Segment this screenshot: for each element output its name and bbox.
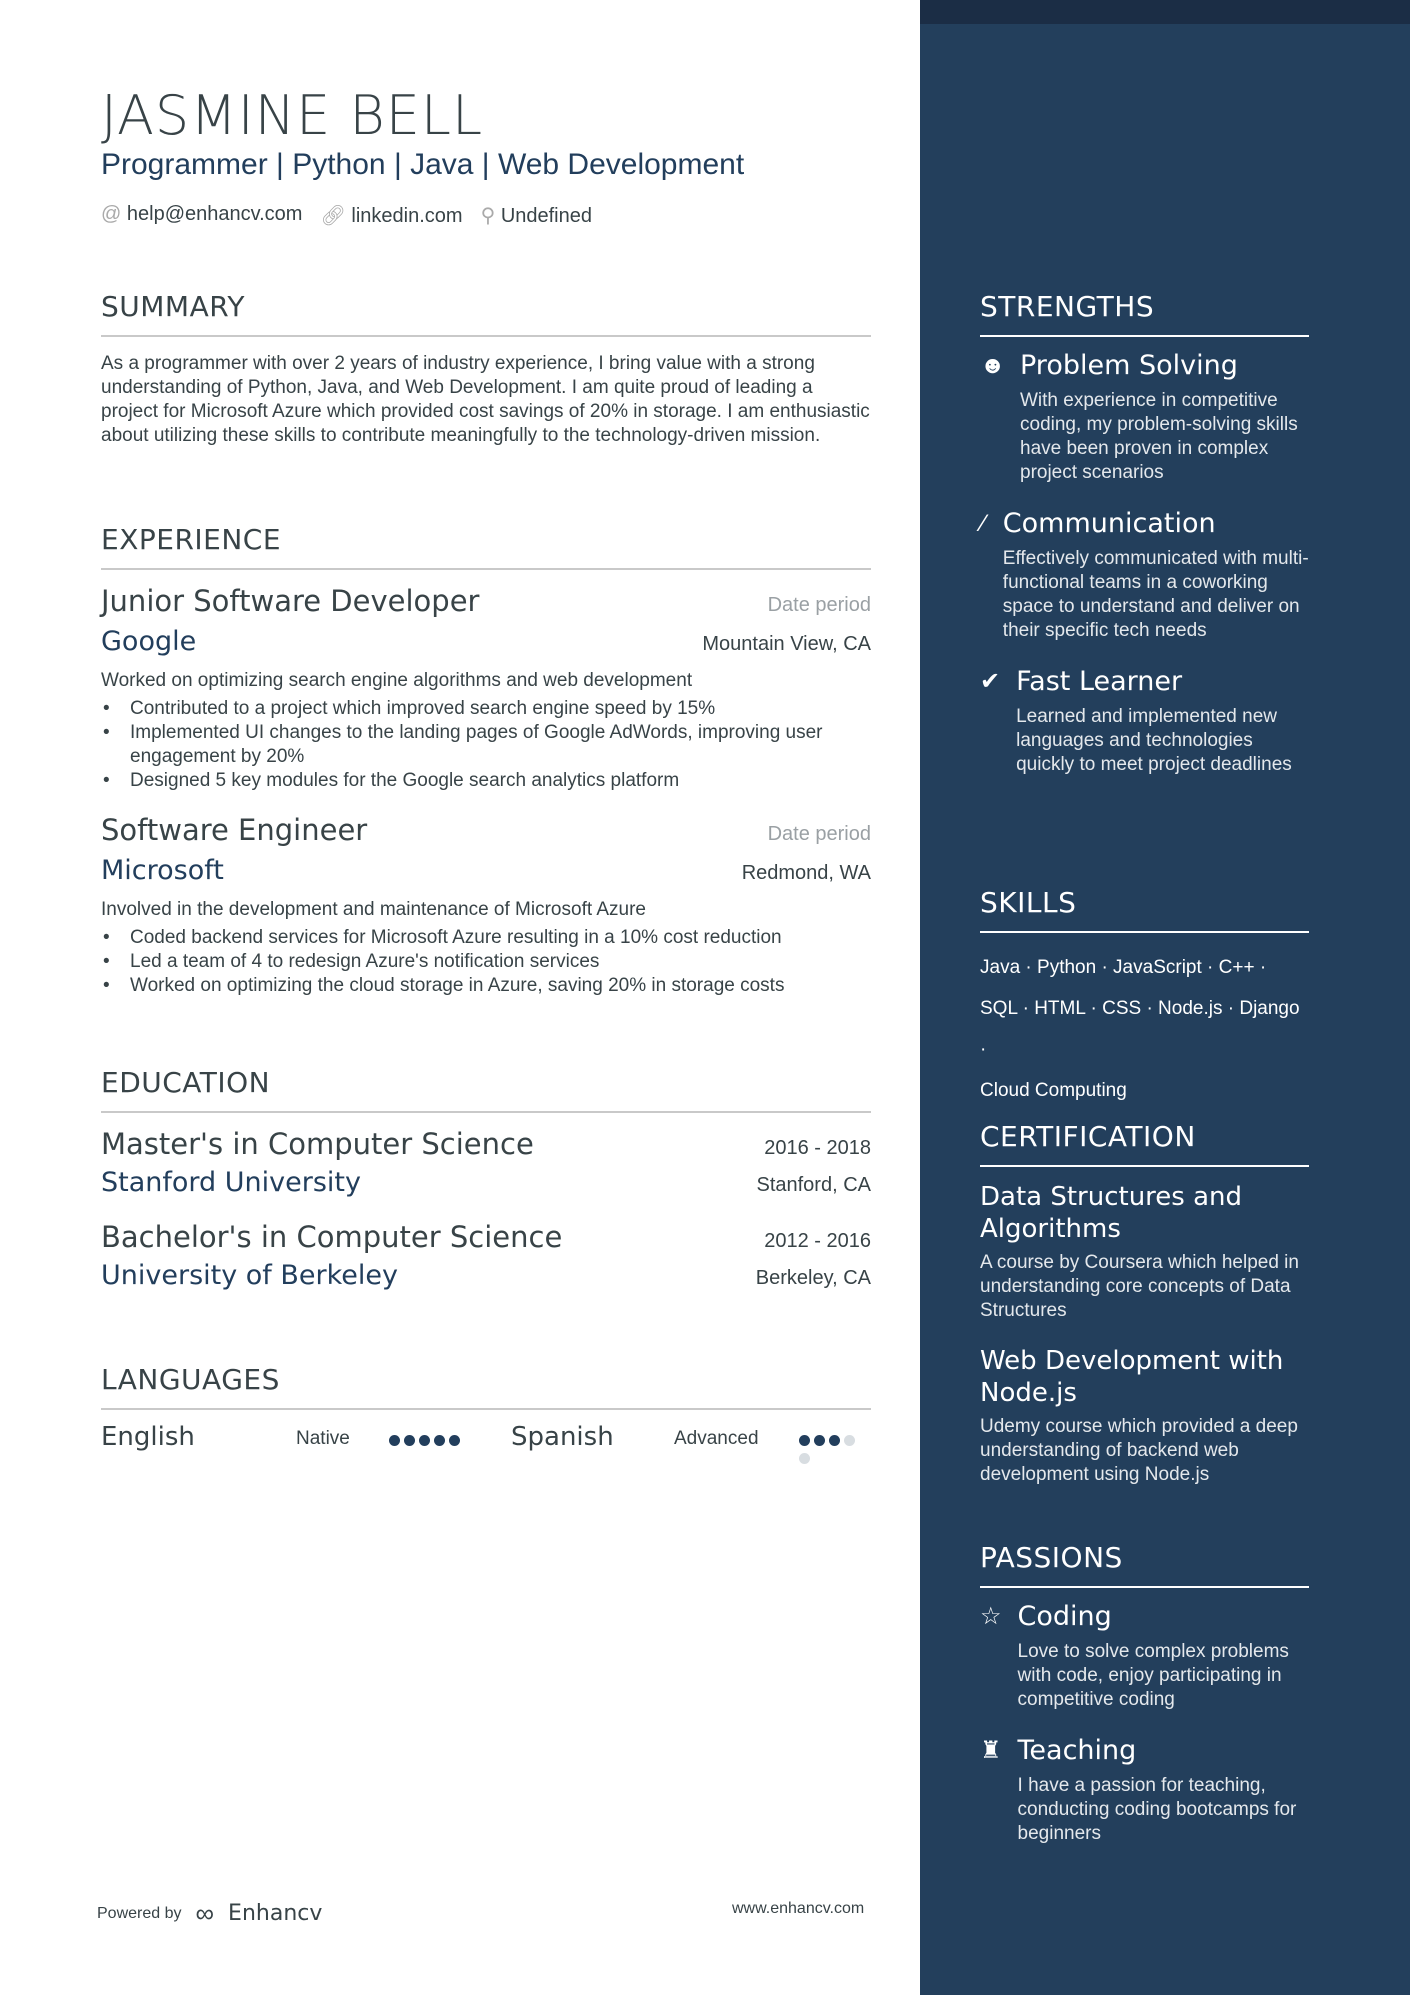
skills-line: Java · Python · JavaScript · C++ · xyxy=(980,957,1267,978)
at-icon: @ xyxy=(101,203,122,225)
strengths-section xyxy=(980,290,1309,777)
language-level: Advanced xyxy=(674,1428,759,1449)
passion-title: Teaching xyxy=(1017,1735,1137,1766)
edu-date: 2016 - 2018 xyxy=(764,1137,871,1159)
passion-text: Love to solve complex problems with code, enjoy participating in competitive coding xyxy=(1017,1641,1289,1710)
school: University of Berkeley xyxy=(101,1260,398,1291)
cert-title: Web Development with Node.js xyxy=(980,1346,1284,1408)
powered-by: Powered by xyxy=(97,1904,182,1922)
strength-text: With experience in competitive coding, my problem-solving skills have been proven in complex project scenarios xyxy=(1020,390,1298,483)
contact-row xyxy=(101,203,871,228)
star-icon: ☆ xyxy=(980,1603,1002,1630)
strength-text: Learned and implemented new languages and technologies quickly to meet project deadlines xyxy=(1016,706,1292,775)
bullet: • Led a team of 4 to redesign Azure's notification services xyxy=(101,950,871,974)
language-name: English xyxy=(101,1422,195,1452)
certification-section xyxy=(980,1120,1309,1487)
section-heading: EDUCATION xyxy=(101,1066,871,1113)
education-section xyxy=(101,1066,871,1291)
bullet: • Implemented UI changes to the landing pages of Google AdWords, improving user engagement by 20% xyxy=(101,721,871,769)
job-title: Software Engineer xyxy=(101,813,368,847)
brand-name: Enhancv xyxy=(228,1901,323,1926)
language-name: Spanish xyxy=(511,1422,614,1452)
school: Stanford University xyxy=(101,1167,361,1198)
edu-date: 2012 - 2016 xyxy=(764,1230,871,1252)
bullet: • Coded backend services for Microsoft Azure resulting in a 10% cost reduction xyxy=(101,926,871,950)
section-heading: SKILLS xyxy=(980,886,1309,933)
footer-brand xyxy=(97,1898,322,1929)
strength-title: Communication xyxy=(1002,508,1216,539)
sidebar-top-bar xyxy=(920,0,1410,24)
job-description: Worked on optimizing search engine algorithms and web development xyxy=(101,670,693,691)
strength-item xyxy=(980,507,1309,643)
experience-entry xyxy=(101,584,871,793)
bullet: • Worked on optimizing the cloud storage in Azure, saving 20% in storage costs xyxy=(101,974,871,998)
linkedin[interactable]: 🔗︎ linkedin.com xyxy=(320,205,463,227)
language-rating xyxy=(389,1433,464,1451)
experience-section xyxy=(101,523,871,998)
strength-text: Effectively communicated with multi-functional teams in a coworking space to understand and deliver on their specific tech needs xyxy=(1002,548,1309,641)
summary-text: As a programmer with over 2 years of industry experience, I bring value with a strong understanding of Python, Java, and Web Development. I am quite proud of leading a project for Microsoft Azure which provided cost savings of 20% in storage. I am enthusiastic about utilizing these skills to contribute meaningfully to the technology-driven mission. xyxy=(101,353,870,446)
skills-line: SQL · HTML · CSS · Node.js · Django · xyxy=(980,998,1300,1060)
bullet: • Contributed to a project which improved search engine speed by 15% xyxy=(101,697,871,721)
passion-text: I have a passion for teaching, conducting coding bootcamps for beginners xyxy=(1017,1775,1297,1844)
degree: Master's in Computer Science xyxy=(101,1127,534,1161)
cert-item xyxy=(980,1181,1309,1323)
passions-section xyxy=(980,1541,1309,1846)
location-pin-icon: ⚲ xyxy=(480,205,496,227)
job-date: Date period xyxy=(767,823,871,845)
footer-url[interactable]: www.enhancv.com xyxy=(732,1900,865,1917)
experience-entry xyxy=(101,813,871,998)
headline-skill: Web Development xyxy=(497,148,745,181)
section-heading: LANGUAGES xyxy=(101,1363,871,1410)
job-date: Date period xyxy=(767,594,871,616)
skills-line: Cloud Computing xyxy=(980,1080,1127,1101)
cert-text: A course by Coursera which helped in understanding core concepts of Data Structures xyxy=(980,1252,1299,1321)
edu-location: Berkeley, CA xyxy=(755,1267,871,1289)
education-entry xyxy=(101,1220,871,1291)
bullet: • Designed 5 key modules for the Google search analytics platform xyxy=(101,769,871,793)
section-heading: SUMMARY xyxy=(101,290,871,337)
section-heading: PASSIONS xyxy=(980,1541,1309,1588)
company: Google xyxy=(101,626,197,657)
magic-wand-icon: ⁄ xyxy=(981,510,986,537)
passion-item xyxy=(980,1600,1309,1712)
enhancv-logo-icon: ∞ xyxy=(195,1898,215,1928)
company: Microsoft xyxy=(101,855,224,886)
strength-item xyxy=(980,665,1309,777)
strength-item xyxy=(980,349,1309,485)
cert-title: Data Structures and Algorithms xyxy=(980,1182,1243,1244)
job-title: Junior Software Developer xyxy=(101,584,480,618)
headline: Programmer | Python | Java | Web Development xyxy=(101,148,745,181)
languages-section xyxy=(101,1363,871,1462)
section-heading: EXPERIENCE xyxy=(101,523,871,570)
education-entry xyxy=(101,1127,871,1198)
cert-item xyxy=(980,1345,1309,1487)
summary-section xyxy=(101,290,871,448)
candidate-name: JASMINE BELL xyxy=(101,84,484,147)
trophy-icon: ♜ xyxy=(980,1737,1002,1764)
cert-text: Udemy course which provided a deep understanding of backend web development using Node.js xyxy=(980,1416,1298,1485)
email[interactable]: @ help@enhancv.com xyxy=(101,203,303,225)
skills-section xyxy=(980,886,1309,1111)
language-rating xyxy=(799,1433,871,1469)
job-description: Involved in the development and maintenance of Microsoft Azure xyxy=(101,899,646,920)
head-icon: ☻ xyxy=(980,352,1006,379)
passion-item xyxy=(980,1734,1309,1846)
headline-skill: Java xyxy=(410,148,474,181)
strength-title: Fast Learner xyxy=(1016,666,1183,697)
headline-role: Programmer xyxy=(101,148,268,181)
degree: Bachelor's in Computer Science xyxy=(101,1220,563,1254)
job-location: Redmond, WA xyxy=(741,862,871,884)
job-location: Mountain View, CA xyxy=(702,633,871,655)
headline-skill: Python xyxy=(292,148,386,181)
passion-title: Coding xyxy=(1017,1601,1112,1632)
location: ⚲ Undefined xyxy=(480,205,592,227)
strength-title: Problem Solving xyxy=(1020,350,1238,381)
section-heading: CERTIFICATION xyxy=(980,1120,1309,1167)
language-level: Native xyxy=(296,1428,350,1449)
check-icon: ✔ xyxy=(980,668,1001,695)
link-icon: 🔗︎ xyxy=(320,205,346,227)
section-heading: STRENGTHS xyxy=(980,290,1309,337)
edu-location: Stanford, CA xyxy=(756,1174,871,1196)
